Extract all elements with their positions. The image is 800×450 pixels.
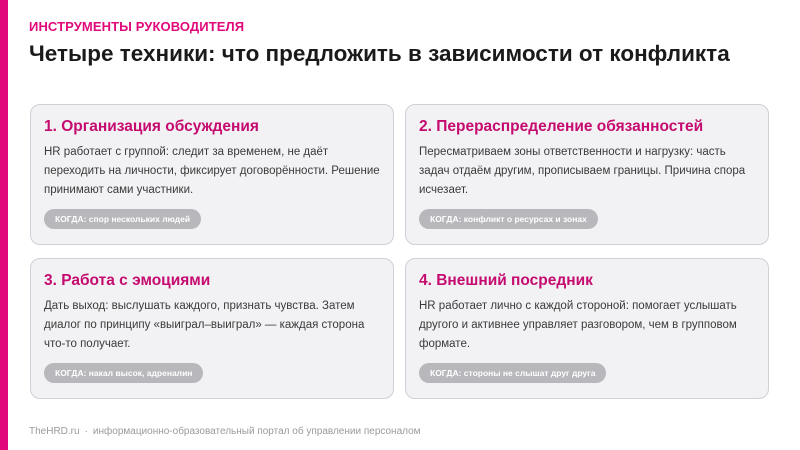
footer xyxy=(29,426,421,437)
card-description: Пересматриваем зоны ответственности и нагрузку: часть задач отдаём другим, прописываем границы. Причина спора исчезает. xyxy=(419,146,746,196)
card-description: HR работает лично с каждой стороной: помогает услышать другого и активнее управляет разговором, чем в групповом формате. xyxy=(419,300,737,350)
technique-card-mediator xyxy=(405,258,769,399)
card-title: 3. Работа с эмоциями xyxy=(44,272,211,289)
when-badge: КОГДА: спор нескольких людей xyxy=(44,209,201,229)
when-badge: КОГДА: конфликт о ресурсах и зонах xyxy=(419,209,598,229)
card-description: Дать выход: выслушать каждого, признать чувства. Затем диалог по принципу «выиграл–выиграл» — каждая сторона что-то получает. xyxy=(44,300,365,350)
technique-card-discussion xyxy=(30,104,394,245)
when-badge: КОГДА: накал высок, адреналин xyxy=(44,363,203,383)
card-description: HR работает с группой: следит за временем, не даёт переходить на личности, фиксирует договорённости. Решение принимают сами участники. xyxy=(44,146,380,196)
card-title: 2. Перераспределение обязанностей xyxy=(419,118,704,135)
footer-separator: · xyxy=(84,426,88,437)
card-title: 4. Внешний посредник xyxy=(419,272,593,289)
footer-site: TheHRD.ru xyxy=(29,426,80,437)
footer-description: информационно-образовательный портал об управлении персоналом xyxy=(92,426,421,437)
technique-card-redistribution xyxy=(405,104,769,245)
section-kicker: ИНСТРУМЕНТЫ РУКОВОДИТЕЛЯ xyxy=(29,19,245,34)
technique-card-emotions xyxy=(30,258,394,399)
page-title: Четыре техники: что предложить в зависимости от конфликта xyxy=(29,41,730,66)
accent-bar xyxy=(0,0,8,450)
when-badge: КОГДА: стороны не слышат друг друга xyxy=(419,363,606,383)
card-title: 1. Организация обсуждения xyxy=(44,118,259,135)
